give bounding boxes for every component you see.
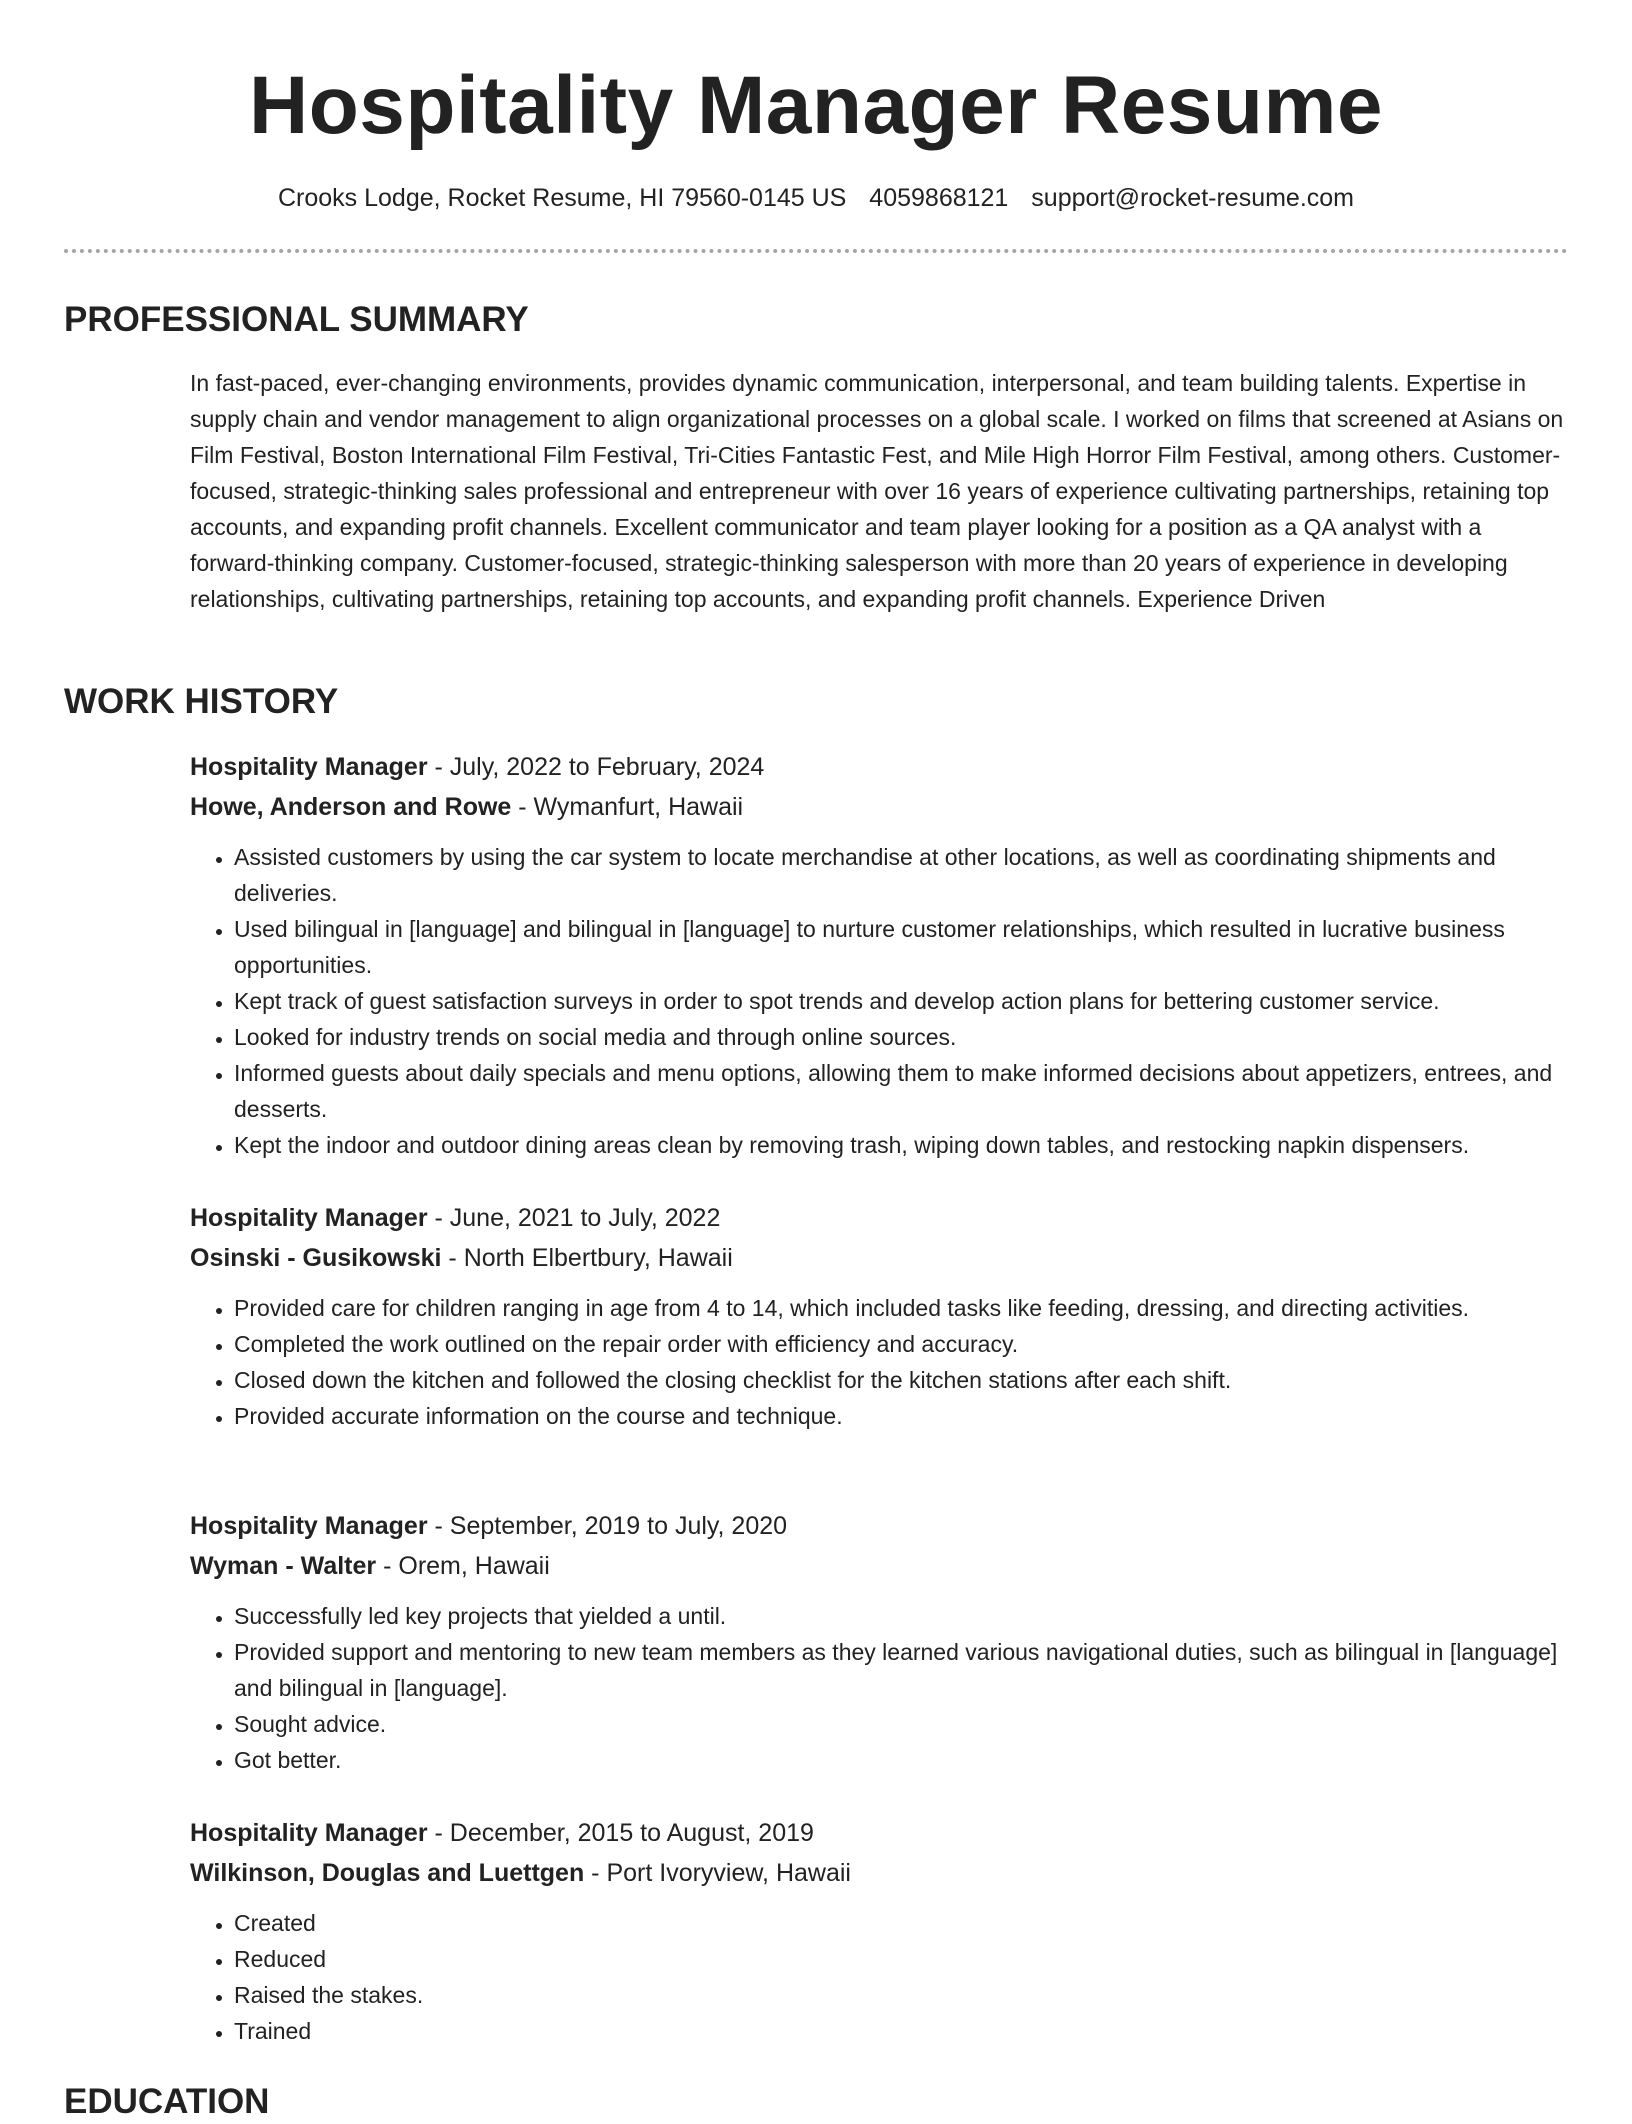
job-location: - Orem, Hawaii (376, 1552, 550, 1580)
job-role-line (190, 1198, 1568, 1238)
job-bullet: • Closed down the kitchen and followed the closing checklist for the kitchen stations after each shift. (234, 1362, 1568, 1398)
job-dates: - July, 2022 to February, 2024 (427, 753, 765, 781)
job-bullets (190, 1290, 1568, 1434)
job-role-line (190, 747, 1568, 787)
job-bullet: • Assisted customers by using the car system to locate merchandise at other locations, as well as coordinating shipments and deliveries. (234, 839, 1568, 911)
job-bullet: • Kept track of guest satisfaction surveys in order to spot trends and develop action plans for bettering customer service. (234, 983, 1568, 1019)
job-company-line (190, 1853, 1568, 1893)
job-bullet: • Trained (234, 2013, 1568, 2049)
job-company: Wilkinson, Douglas and Luettgen (190, 1859, 585, 1887)
job-company: Howe, Anderson and Rowe (190, 793, 512, 821)
education-heading: EDUCATION (64, 2082, 270, 2121)
work-history-heading: WORK HISTORY (64, 682, 339, 721)
job-role-line (190, 1813, 1568, 1853)
job-bullet: • Got better. (234, 1742, 1568, 1778)
job-role: Hospitality Manager (190, 1819, 428, 1847)
job-role-line (190, 1506, 1568, 1546)
job-bullet: • Kept the indoor and outdoor dining areas clean by removing trash, wiping down tables, and restocking napkin dispensers. (234, 1127, 1568, 1163)
job-bullet: • Looked for industry trends on social media and through online sources. (234, 1019, 1568, 1055)
job-bullet: • Raised the stakes. (234, 1977, 1568, 2013)
job-location: - North Elbertbury, Hawaii (441, 1244, 733, 1272)
job-dates: - June, 2021 to July, 2022 (427, 1204, 721, 1232)
job-bullet: • Created (234, 1905, 1568, 1941)
contact-line (64, 180, 1568, 216)
job-dates: - September, 2019 to July, 2020 (427, 1512, 788, 1540)
job-bullet: • Provided care for children ranging in age from 4 to 14, which included tasks like feeding, dressing, and directing activities. (234, 1290, 1568, 1326)
job-bullet: • Sought advice. (234, 1706, 1568, 1742)
job-bullet: • Informed guests about daily specials and menu options, allowing them to make informed decisions about appetizers, entrees, and desserts. (234, 1055, 1568, 1127)
header-divider (64, 249, 1568, 253)
job-entry (190, 1813, 1568, 2049)
job-dates: - December, 2015 to August, 2019 (427, 1819, 814, 1847)
job-bullet: • Completed the work outlined on the repair order with efficiency and accuracy. (234, 1326, 1568, 1362)
job-entry (190, 747, 1568, 1163)
job-location: - Wymanfurt, Hawaii (511, 793, 744, 821)
page-title: Hospitality Manager Resume (249, 60, 1383, 151)
job-bullet: • Used bilingual in [language] and bilingual in [language] to nurture customer relationships, which resulted in lucrative business opportunities. (234, 911, 1568, 983)
job-bullet: • Provided accurate information on the course and technique. (234, 1398, 1568, 1434)
job-role: Hospitality Manager (190, 753, 428, 781)
job-company-line (190, 787, 1568, 827)
job-location: - Port Ivoryview, Hawaii (584, 1859, 851, 1887)
job-company-line (190, 1546, 1568, 1586)
job-role: Hospitality Manager (190, 1512, 428, 1540)
job-bullet: • Provided support and mentoring to new team members as they learned various navigational duties, such as bilingual in [language] and bilingual in [language]. (234, 1634, 1568, 1706)
job-bullet: • Reduced (234, 1941, 1568, 1977)
summary-heading: PROFESSIONAL SUMMARY (64, 300, 529, 339)
contact-phone: 4059868121 (869, 184, 1009, 212)
job-entry (190, 1506, 1568, 1778)
job-company-line (190, 1238, 1568, 1278)
job-entry (190, 1198, 1568, 1434)
job-bullet: • Successfully led key projects that yielded a until. (234, 1598, 1568, 1634)
job-bullets (190, 1905, 1568, 2049)
summary-text: In fast-paced, ever-changing environments, provides dynamic communication, interpersonal, and team building talents. Expertise in supply chain and vendor management to align organizational processes on a global scale. I worked on films that screened at Asians on Film Festival, Boston International Film Festival, Tri-Cities Fantastic Fest, and Mile High Horror Film Festival, among others. Customer-focused, strategic-thinking sales professional and entrepreneur with over 16 years of experience cultivating partnerships, retaining top accounts, and expanding profit channels. Excellent communicator and team player looking for a position as a QA analyst with a forward-thinking company. Customer-focused, strategic-thinking salesperson with more than 20 years of experience in developing relationships, cultivating partnerships, retaining top accounts, and expanding profit channels. Experience Driven (190, 370, 1564, 612)
job-company: Wyman - Walter (190, 1552, 377, 1580)
contact-address: Crooks Lodge, Rocket Resume, HI 79560-0145 US (277, 184, 847, 212)
job-bullets (190, 1598, 1568, 1778)
contact-email: support@rocket-resume.com (1031, 184, 1355, 212)
job-role: Hospitality Manager (190, 1204, 428, 1232)
job-bullets (190, 839, 1568, 1163)
job-company: Osinski - Gusikowski (190, 1244, 442, 1272)
